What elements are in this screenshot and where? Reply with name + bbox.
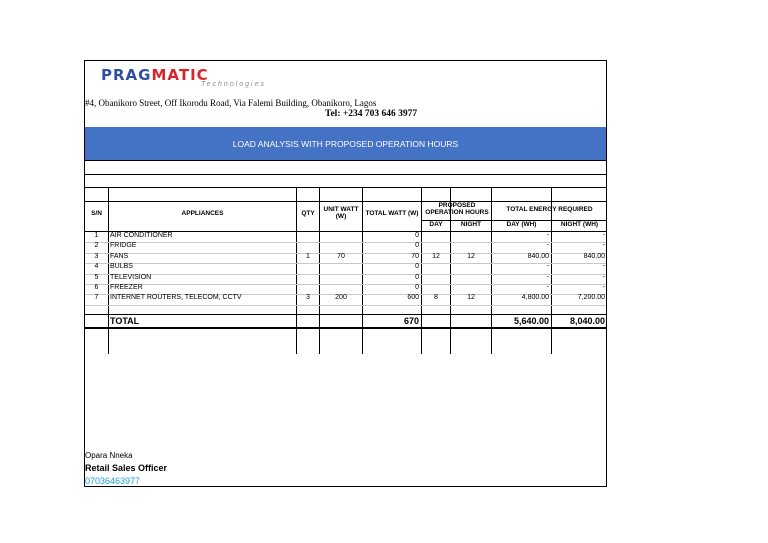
grid-line (450, 187, 451, 201)
signatory-phone[interactable]: 07036463977 (85, 476, 141, 486)
row-cell-day-wh: - (546, 242, 549, 250)
col-header-qty: QTY (301, 210, 315, 217)
row-cell-name: TELEVISION (110, 273, 152, 281)
col-header-sn: S/N (91, 210, 102, 217)
row-cell-night-wh: - (602, 242, 605, 250)
total-day-wh-value: 5,640.00 (513, 316, 549, 326)
row-cell-name: FRIDGE (110, 242, 137, 250)
col-header-night: NIGHT (460, 221, 482, 228)
row-cell-sn: 3 (94, 252, 99, 260)
row-cell-night-wh: 840.00 (583, 252, 605, 260)
sheet-title-banner (85, 127, 606, 160)
row-cell-night-wh: - (602, 284, 605, 291)
row-cell-name: BULBS (110, 263, 133, 271)
row-cell-name: INTERNET ROUTERS, TELECOM, CCTV (110, 294, 242, 302)
row-cell-day-wh: - (546, 263, 549, 271)
company-logo (101, 66, 266, 91)
row-cell-night-wh: - (602, 273, 605, 281)
row-cell-night-wh: - (602, 263, 605, 271)
signatory-role: Retail Sales Officer (85, 463, 168, 473)
row-cell-qty: 3 (306, 294, 310, 302)
col-header-total-energy: TOTAL ENERGY REQUIRED (506, 206, 593, 213)
logo-text-prag: PRAG (101, 66, 152, 84)
row-cell-total: 0 (415, 273, 419, 281)
row-cell-night-wh: - (602, 232, 605, 239)
company-phone: Tel: +234 703 646 3977 (325, 109, 418, 119)
grid-line (85, 327, 606, 329)
col-header-day-wh: DAY (WH) (506, 221, 537, 228)
row-cell-total: 0 (415, 232, 419, 239)
row-cell-night-wh: 7,200.00 (577, 294, 605, 302)
col-header-total-watt: TOTAL WATT (W) (365, 210, 419, 217)
grid-line (85, 314, 606, 315)
row-cell-night: 12 (467, 294, 475, 302)
logo-text-matic: MATIC (151, 66, 209, 84)
row-cell-unit: 70 (337, 252, 345, 260)
grid-line (551, 187, 552, 201)
logo-tagline: Technologies (201, 81, 266, 88)
total-watt-value: 670 (403, 316, 419, 326)
row-cell-name: AIR CONDITIONER (110, 232, 173, 239)
row-cell-total: 0 (415, 242, 419, 250)
col-header-night-wh: NIGHT (WH) (560, 221, 599, 228)
row-cell-day-wh: 4,800.00 (521, 294, 549, 302)
row-cell-day-wh: - (546, 284, 549, 291)
sheet-title: LOAD ANALYSIS WITH PROPOSED OPERATION HOURS (232, 138, 459, 149)
grid-line (85, 187, 606, 188)
row-separator (85, 305, 606, 306)
row-cell-name: FREEZER (110, 284, 143, 291)
row-cell-day: 12 (432, 252, 440, 260)
grid-line (85, 160, 606, 161)
col-header-day: DAY (429, 221, 443, 228)
row-cell-total: 70 (411, 252, 419, 260)
row-cell-total: 600 (407, 294, 419, 302)
row-cell-day-wh: 840.00 (527, 252, 549, 260)
row-cell-sn: 7 (94, 294, 99, 302)
col-header-proposed-hours: PROPOSED OPERATION HOURS (425, 202, 489, 216)
row-cell-qty: 1 (306, 252, 310, 260)
row-cell-unit: 200 (335, 294, 347, 302)
row-cell-sn: 6 (94, 284, 99, 291)
total-night-wh-value: 8,040.00 (569, 316, 605, 326)
row-cell-sn: 2 (94, 242, 99, 250)
row-cell-sn: 5 (94, 273, 99, 281)
grid-line (85, 174, 606, 175)
signatory-name: Opara Nneka (85, 451, 133, 460)
row-cell-sn: 1 (94, 232, 99, 239)
row-cell-total: 0 (415, 284, 419, 291)
company-address: #4, Obanikoro Street, Off Ikorodu Road, Via Falemi Building, Obanikoro, Lagos (85, 98, 377, 108)
row-cell-name: FANS (110, 252, 129, 260)
row-cell-day: 8 (434, 294, 438, 302)
col-header-unit-watt: UNIT WATT (W) (323, 206, 359, 220)
row-cell-day-wh: - (546, 232, 549, 239)
row-cell-sn: 4 (94, 263, 99, 271)
row-cell-night: 12 (467, 252, 475, 260)
row-cell-day-wh: - (546, 273, 549, 281)
load-analysis-sheet (84, 60, 607, 487)
grid-line (85, 201, 606, 202)
total-label: TOTAL (110, 316, 140, 326)
row-cell-total: 0 (415, 263, 419, 271)
col-header-appliances: APPLIANCES (181, 210, 224, 217)
